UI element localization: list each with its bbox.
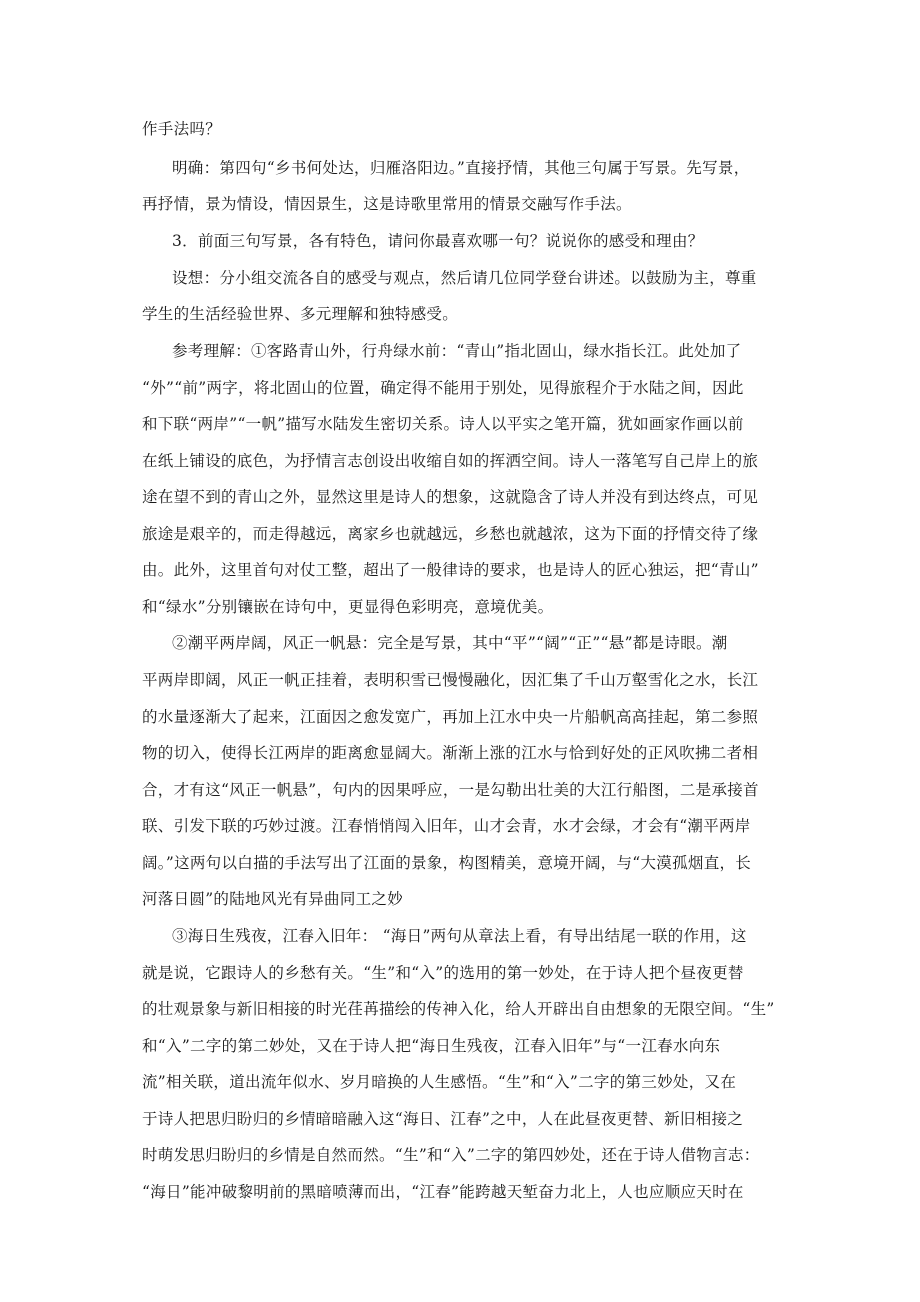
text-line: 再抒情，景为情设，情因景生，这是诗歌里常用的情景交融写作手法。 — [142, 195, 632, 213]
text-line: 平两岸即阔，风正一帆正挂着，表明积雪已慢慢融化，因汇集了千山万壑雪化之水，长江 — [142, 671, 759, 689]
text-line: 由。此外，这里首句对仗工整，超出了一般律诗的要求，也是诗人的匠心独运，把“青山” — [142, 561, 759, 579]
text-line: 的水量逐渐大了起来，江面因之愈发宽广，再加上江水中央一片船帆高高挂起，第二参照 — [142, 708, 759, 726]
text-line: 途在望不到的青山之外，显然这里是诗人的想象，这就隐含了诗人并没有到达终点，可见 — [142, 488, 759, 506]
text-line: 学生的生活经验世界、多元理解和独特感受。 — [142, 305, 459, 323]
text-line: 联、引发下联的巧妙过渡。江春悄悄闯入旧年，山才会青，水才会绿，才会有“潮平两岸 — [142, 817, 751, 835]
text-line: “外”“前”两字，将北固山的位置，确定得不能用于别处，见得旅程介于水陆之间，因此 — [142, 379, 744, 397]
text-line: 合，才有这“风正一帆悬”，句内的因果呼应，一是勾勒出壮美的大江行船图，二是承接首 — [142, 781, 759, 799]
text-line: “海日”能冲破黎明前的黑暗喷薄而出，“江春”能跨越天堑奋力北上，人也应顺应天时在 — [142, 1183, 744, 1201]
text-line: 和下联“两岸”“一帆”描写水陆发生密切关系。诗人以平实之笔开篇，犹如画家作画以前 — [142, 415, 744, 433]
text-line: 和“绿水”分别镶嵌在诗句中，更显得色彩明亮，意境优美。 — [142, 598, 554, 616]
text-line: 时萌发思归盼归的乡情是自然而然。“生”和“入”二字的第四妙处，还在于诗人借物言志： — [142, 1146, 760, 1164]
text-line: 设想：分小组交流各自的感受与观点，然后请几位同学登台讲述。以鼓励为主，尊重 — [172, 269, 757, 287]
text-line: 河落日圆”的陆地风光有异曲同工之妙 — [142, 890, 404, 908]
text-line: 阔。”这两句以白描的手法写出了江面的景象，构图精美，意境开阔，与“大漠孤烟直，长 — [142, 854, 752, 872]
text-line: 3．前面三句写景，各有特色，请问你最喜欢哪一句？说说你的感受和理由？ — [172, 232, 704, 250]
text-line: 明确：第四句“乡书何处达，归雁洛阳边。”直接抒情，其他三句属于写景。先写景， — [172, 159, 750, 177]
text-line: 参考理解：①客路青山外，行舟绿水前：“青山”指北固山，绿水指长江。此处加了 — [172, 342, 742, 360]
text-line: 的壮观景象与新旧相接的时光荏苒描绘的传神入化，给人开辟出自由想象的无限空间。“生” — [142, 1000, 775, 1018]
text-line: 旅途是艰辛的，而走得越远，离家乡也就越远，乡愁也就越浓，这为下面的抒情交待了缘 — [142, 525, 759, 543]
text-line: ②潮平两岸阔，风正一帆悬：完全是写景，其中“平”“阔”“正”“悬”都是诗眼。潮 — [172, 634, 728, 652]
text-line: 就是说，它跟诗人的乡愁有关。“生”和“入”的选用的第一妙处，在于诗人把个昼夜更替 — [142, 964, 744, 982]
text-line: 在纸上铺设的底色，为抒情言志创设出收缩自如的挥洒空间。诗人一落笔写自己岸上的旅 — [142, 452, 759, 470]
text-line: ③海日生残夜，江春入旧年： “海日”两句从章法上看，有导出结尾一联的作用，这 — [172, 927, 747, 945]
text-line: 于诗人把思归盼归的乡情暗暗融入这“海日、江春”之中，人在此昼夜更替、新旧相接之 — [142, 1110, 744, 1128]
text-line: 作手法吗？ — [142, 120, 222, 138]
text-line: 物的切入，使得长江两岸的距离愈显阔大。渐渐上涨的江水与恰到好处的正风吹拂二者相 — [142, 744, 759, 762]
text-line: 流”相关联，道出流年似水、岁月暗换的人生感悟。“生”和“入”二字的第三妙处，又在 — [142, 1073, 737, 1091]
text-line: 和“入”二字的第二妙处，又在于诗人把“海日生残夜，江春入旧年”与“一江春水向东 — [142, 1037, 721, 1055]
